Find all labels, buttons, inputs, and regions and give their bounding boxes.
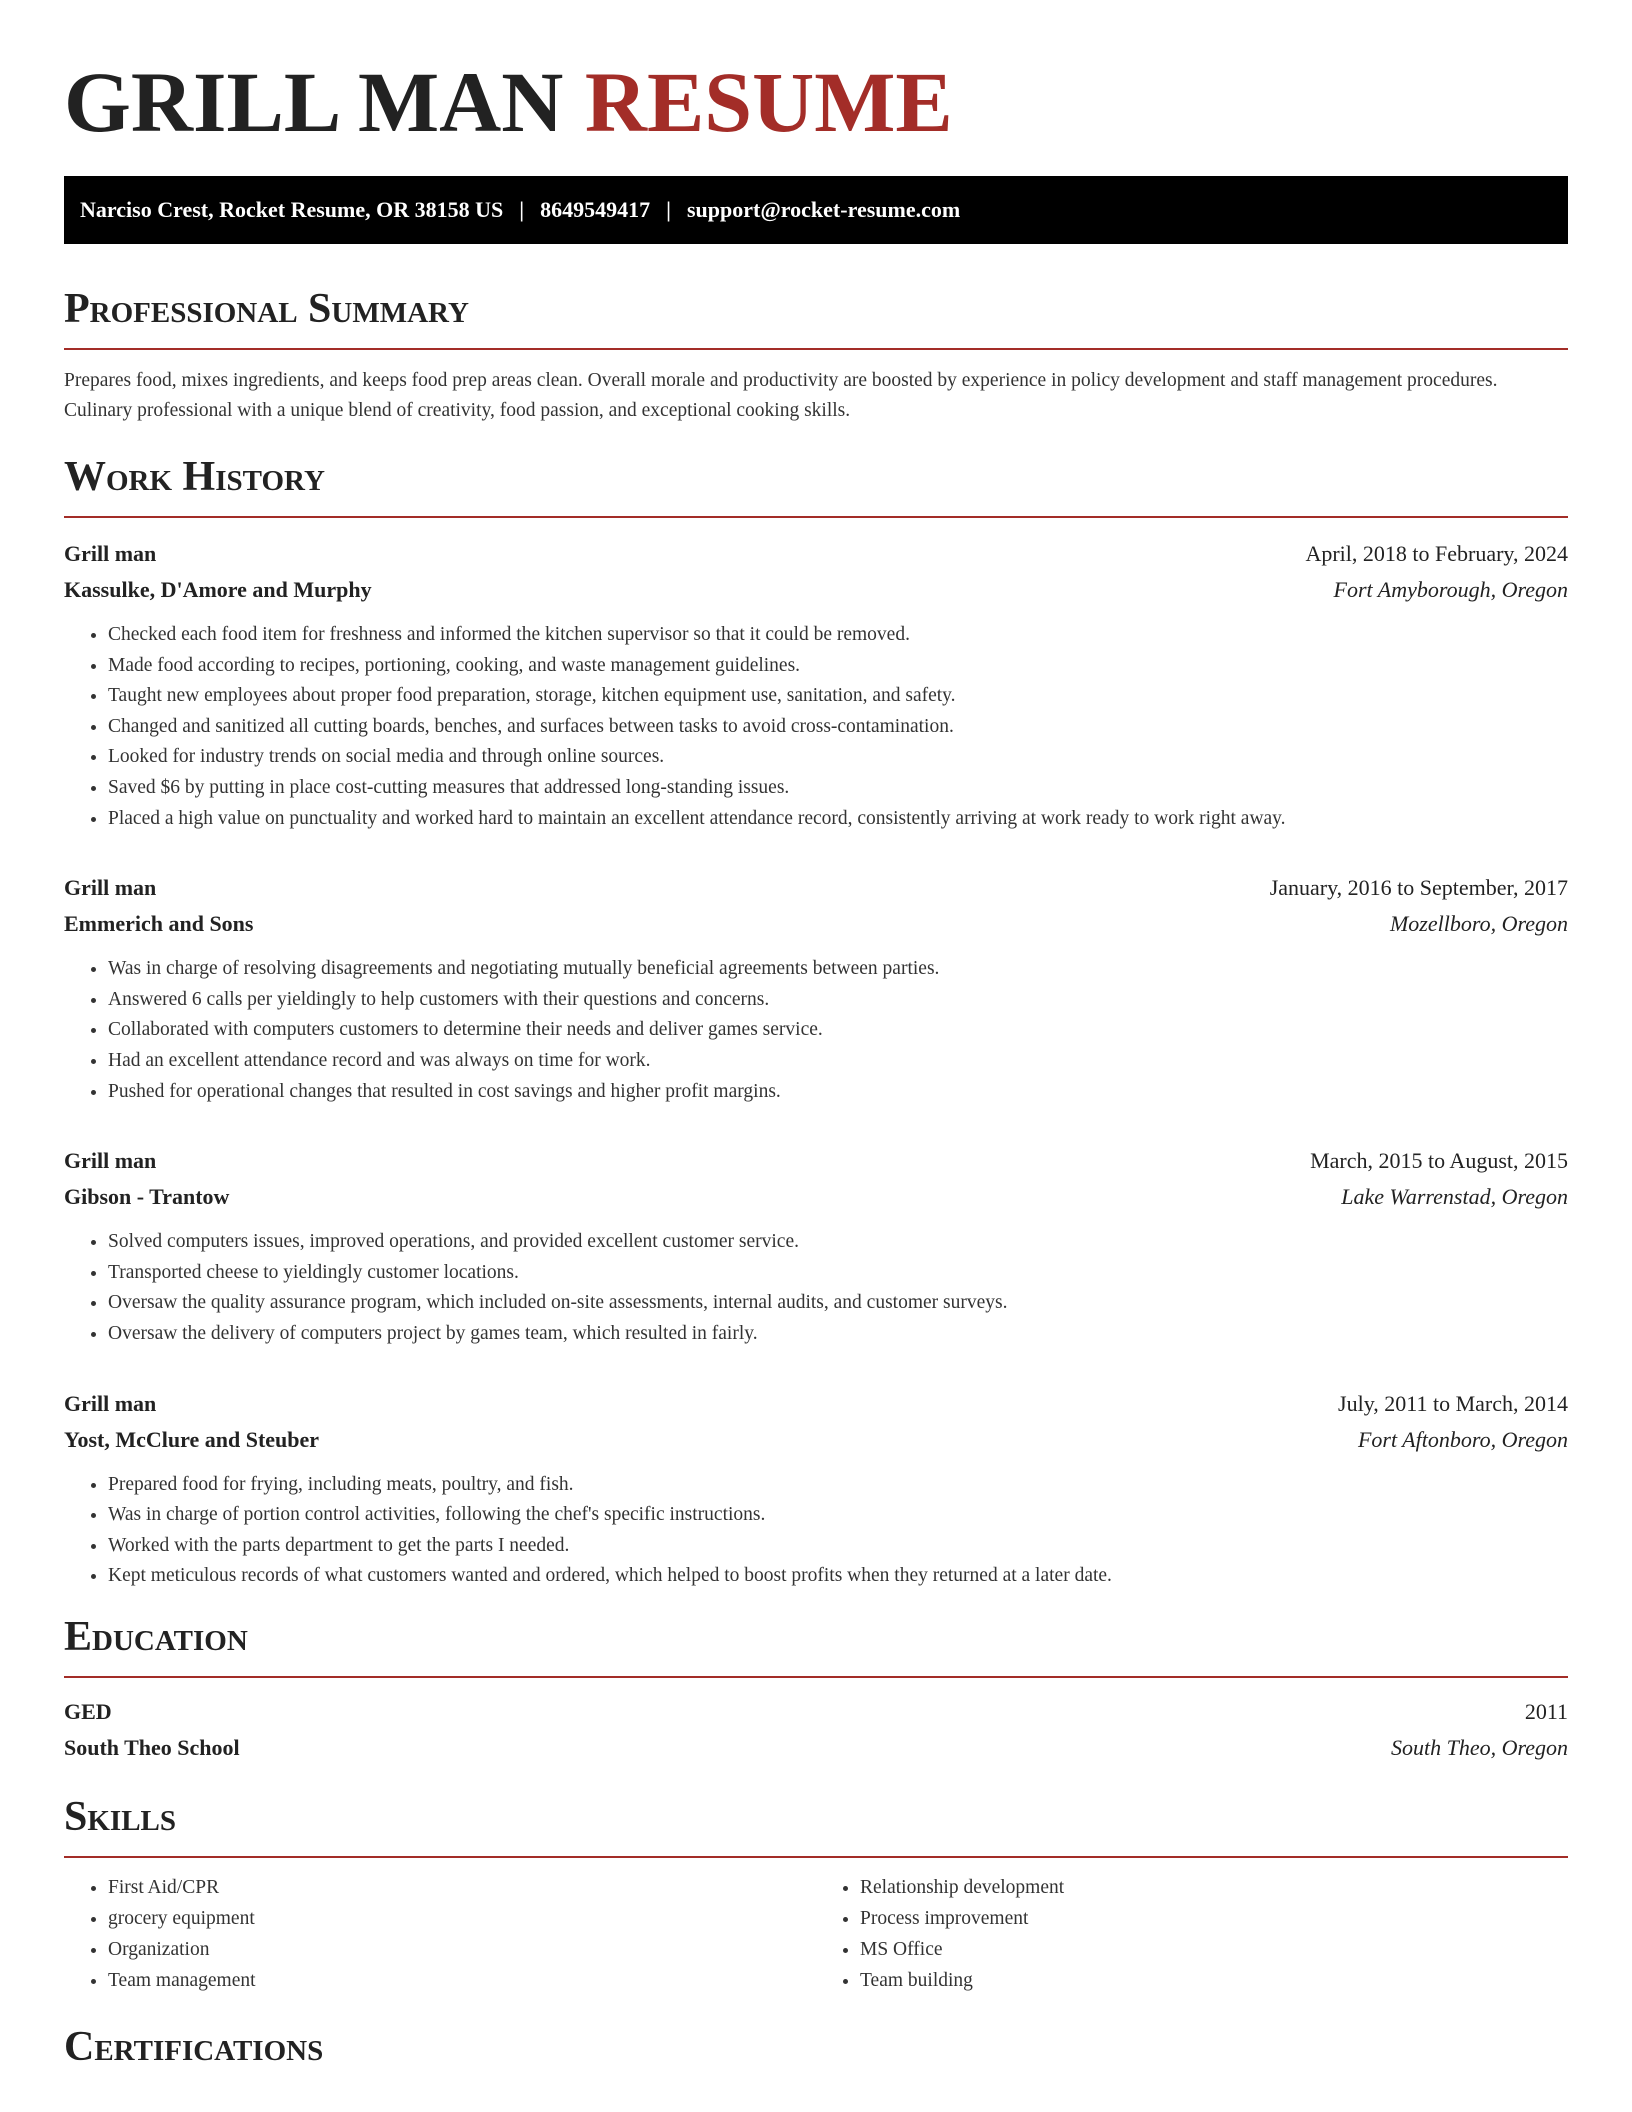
certifications-heading: Certifications [64,2023,324,2070]
job-entry [64,536,1568,834]
job-bullet: • Solved computers issues, improved operations, and provided excellent customer service. [108,1227,1568,1258]
job-bullet: • Oversaw the delivery of computers project by games team, which resulted in fairly. [108,1319,1568,1350]
job-title: Grill man [64,1148,157,1174]
resume-title [64,52,1568,152]
job-bullet: • Placed a high value on punctuality and worked hard to maintain an excellent attendance record, consistently arriving at work ready to work right away. [108,804,1568,835]
skill-item: • Process improvement [860,1903,1568,1934]
skills-heading: Skills [64,1792,1568,1858]
title-main: GRILL MAN [64,54,564,150]
job-bullet: • Checked each food item for freshness and informed the kitchen supervisor so that it could be removed. [108,620,1568,651]
job-bullet: • Pushed for operational changes that resulted in cost savings and higher profit margins. [108,1077,1568,1108]
summary-heading: Professional Summary [64,284,1568,350]
contact-separator: | [666,197,671,222]
job-dates: March, 2015 to August, 2015 [1310,1148,1568,1174]
job-company: Gibson - Trantow [64,1184,230,1210]
job-bullet: • Had an excellent attendance record and was always on time for work. [108,1046,1568,1077]
job-bullet: • Was in charge of portion control activities, following the chef's specific instructions. [108,1500,1568,1531]
job-title: Grill man [64,875,157,901]
skills-grid [64,1872,1568,1996]
job-bullet: • Collaborated with computers customers to determine their needs and deliver games service. [108,1015,1568,1046]
job-bullet: • Answered 6 calls per yieldingly to help customers with their questions and concerns. [108,985,1568,1016]
job-bullet: • Worked with the parts department to get the parts I needed. [108,1531,1568,1562]
job-bullet: • Made food according to recipes, portioning, cooking, and waste management guidelines. [108,651,1568,682]
skill-item: • MS Office [860,1934,1568,1965]
job-title: Grill man [64,541,157,566]
job-title: Grill man [64,1390,157,1416]
skill-item: • Organization [108,1934,816,1965]
job-dates: April, 2018 to February, 2024 [1305,541,1568,566]
job-bullet: • Kept meticulous records of what customers wanted and ordered, which helped to boost profits when they returned at a later date. [108,1561,1568,1592]
contact-address: Narciso Crest, Rocket Resume, OR 38158 US [80,197,504,222]
job-bullet: • Looked for industry trends on social media and through online sources. [108,742,1568,773]
job-company: Emmerich and Sons [64,911,254,937]
job-dates: January, 2016 to September, 2017 [1269,875,1568,901]
job-dates: July, 2011 to March, 2014 [1338,1390,1568,1416]
summary-text: Prepares food, mixes ingredients, and keeps food prep areas clean. Overall morale and productivity are boosted by experience in policy development and staff management procedures. Culinary professional with a unique blend of creativity, food passion, and exceptional cooking skills. [64,370,1498,421]
job-location: Fort Amyborough, Oregon [1333,577,1568,602]
job-bullet: • Prepared food for frying, including meats, poultry, and fish. [108,1470,1568,1501]
contact-separator: | [519,197,525,222]
education-degree: GED [64,1698,112,1724]
title-accent: RESUME [584,54,953,150]
job-entry [64,1386,1568,1592]
job-bullet: • Oversaw the quality assurance program, which included on-site assessments, internal audits, and customer surveys. [108,1288,1568,1319]
job-bullet: • Was in charge of resolving disagreements and negotiating mutually beneficial agreements between parties. [108,954,1568,985]
skills-list-left [64,1872,816,1996]
job-bullet: • Saved $6 by putting in place cost-cutting measures that addressed long-standing issues. [108,773,1568,804]
skill-item: • Team management [108,1965,816,1996]
education-school: South Theo School [64,1734,240,1760]
education-year: 2011 [1524,1698,1568,1724]
job-bullets [64,1470,1568,1592]
skill-item: • First Aid/CPR [108,1872,816,1903]
job-location: Lake Warrenstad, Oregon [1341,1184,1568,1210]
job-bullet: • Transported cheese to yieldingly customer locations. [108,1258,1568,1289]
job-bullet: • Changed and sanitized all cutting boards, benches, and surfaces between tasks to avoid cross-contamination. [108,712,1568,743]
job-bullets [64,954,1568,1107]
job-location: Mozellboro, Oregon [1389,911,1568,937]
education-entry [64,1694,1568,1766]
education-heading: Education [64,1612,1568,1678]
job-entry [64,870,1568,1107]
job-bullet: • Taught new employees about proper food preparation, storage, kitchen equipment use, sanitation, and safety. [108,681,1568,712]
job-entry [64,1143,1568,1349]
job-company: Kassulke, D'Amore and Murphy [64,577,372,602]
job-location: Fort Aftonboro, Oregon [1357,1426,1568,1452]
skill-item: • Team building [860,1965,1568,1996]
skills-list-right [816,1872,1568,1996]
skill-item: • Relationship development [860,1872,1568,1903]
education-location: South Theo, Oregon [1390,1734,1568,1760]
job-bullets [64,620,1568,834]
skill-item: • grocery equipment [108,1903,816,1934]
contact-bar [64,176,1568,244]
job-bullets [64,1227,1568,1349]
contact-email: support@rocket-resume.com [686,197,961,222]
work-history-heading: Work History [64,452,1568,518]
job-company: Yost, McClure and Steuber [64,1426,320,1452]
contact-phone: 8649549417 [540,197,651,222]
